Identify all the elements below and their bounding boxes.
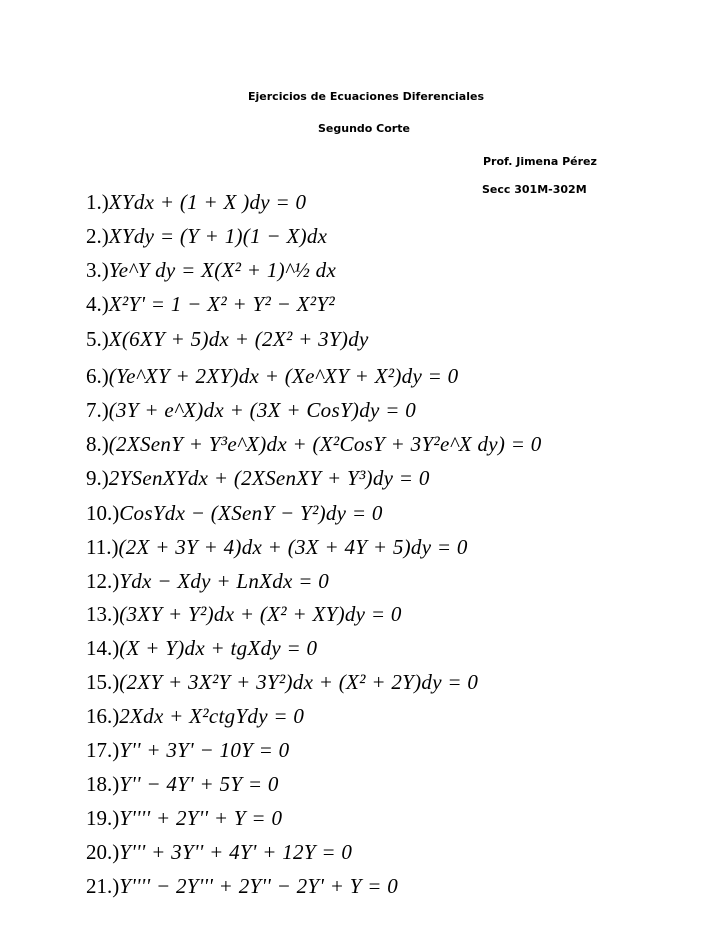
exercise-11	[86, 537, 468, 558]
exercise-9	[86, 468, 430, 489]
exercise-13	[86, 604, 402, 625]
exercise-number: 17.)	[86, 738, 120, 762]
exercise-19	[86, 808, 282, 829]
exercise-7	[86, 400, 416, 421]
exercise-10	[86, 503, 383, 524]
exercise-number: 3.)	[86, 258, 109, 282]
exercise-equation: CosYdx − (XSenY − Y²)dy = 0	[119, 501, 383, 525]
exercise-14	[86, 638, 317, 659]
exercise-8	[86, 434, 542, 455]
exercise-equation: Ydx − Xdy + LnXdx = 0	[119, 569, 330, 593]
exercise-number: 8.)	[86, 432, 109, 456]
exercise-number: 7.)	[86, 398, 109, 422]
exercise-17	[86, 740, 289, 761]
exercise-number: 4.)	[86, 292, 109, 316]
exercise-18	[86, 774, 279, 795]
exercise-number: 15.)	[86, 670, 120, 694]
exercise-equation: (2XY + 3X²Y + 3Y²)dx + (X² + 2Y)dy = 0	[119, 670, 479, 694]
exercise-equation: Y''' + 3Y'' + 4Y' + 12Y = 0	[119, 840, 353, 864]
exercise-5	[86, 329, 369, 350]
exercise-number: 16.)	[86, 704, 120, 728]
exercise-equation: (3XY + Y²)dx + (X² + XY)dy = 0	[119, 602, 402, 626]
exercise-equation: Y'''' − 2Y''' + 2Y'' − 2Y' + Y = 0	[119, 874, 399, 898]
exercise-equation: Y'' − 4Y' + 5Y = 0	[119, 772, 279, 796]
exercise-15	[86, 672, 478, 693]
document-title: Ejercicios de Ecuaciones Diferenciales	[248, 90, 485, 103]
exercise-equation: XYdy = (Y + 1)(1 − X)dx	[108, 224, 328, 248]
document-subtitle: Segundo Corte	[318, 122, 410, 135]
exercise-number: 11.)	[86, 535, 119, 559]
exercise-equation: 2YSenXYdx + (2XSenXY + Y³)dy = 0	[108, 466, 430, 490]
exercise-equation: Ye^Y dy = X(X² + 1)^½ dx	[108, 258, 337, 282]
exercise-equation: X²Y' = 1 − X² + Y² − X²Y²	[108, 292, 335, 316]
exercise-equation: XYdx + (1 + X )dy = 0	[108, 190, 307, 214]
exercise-number: 19.)	[86, 806, 120, 830]
exercise-6	[86, 366, 458, 387]
exercise-3	[86, 260, 336, 281]
exercise-4	[86, 294, 335, 315]
exercise-21	[86, 876, 398, 897]
exercise-number: 2.)	[86, 224, 109, 248]
exercise-number: 20.)	[86, 840, 120, 864]
exercise-number: 12.)	[86, 569, 120, 593]
exercise-number: 14.)	[86, 636, 120, 660]
exercise-equation: Y'''' + 2Y'' + Y = 0	[119, 806, 283, 830]
exercise-2	[86, 226, 327, 247]
exercise-equation: 2Xdx + X²ctgYdy = 0	[119, 704, 305, 728]
exercise-equation: (3Y + e^X)dx + (3X + CosY)dy = 0	[108, 398, 417, 422]
exercise-equation: (X + Y)dx + tgXdy = 0	[119, 636, 318, 660]
exercise-equation: (Ye^XY + 2XY)dx + (Xe^XY + X²)dy = 0	[108, 364, 459, 388]
exercise-number: 10.)	[86, 501, 120, 525]
exercise-12	[86, 571, 329, 592]
exercise-number: 6.)	[86, 364, 109, 388]
exercise-1	[86, 192, 306, 213]
exercise-equation: X(6XY + 5)dx + (2X² + 3Y)dy	[108, 327, 369, 351]
exercise-number: 5.)	[86, 327, 109, 351]
exercise-16	[86, 706, 304, 727]
exercise-equation: (2XSenY + Y³e^X)dx + (X²CosY + 3Y²e^X dy) = 0	[108, 432, 542, 456]
exercise-equation: (2X + 3Y + 4)dx + (3X + 4Y + 5)dy = 0	[118, 535, 468, 559]
section-code: Secc 301M-302M	[482, 183, 587, 196]
exercise-number: 21.)	[86, 874, 120, 898]
professor-name: Prof. Jimena Pérez	[483, 155, 597, 168]
exercise-number: 1.)	[86, 190, 109, 214]
exercise-number: 18.)	[86, 772, 120, 796]
exercise-20	[86, 842, 352, 863]
exercise-number: 9.)	[86, 466, 109, 490]
exercise-number: 13.)	[86, 602, 120, 626]
exercise-equation: Y'' + 3Y' − 10Y = 0	[119, 738, 290, 762]
